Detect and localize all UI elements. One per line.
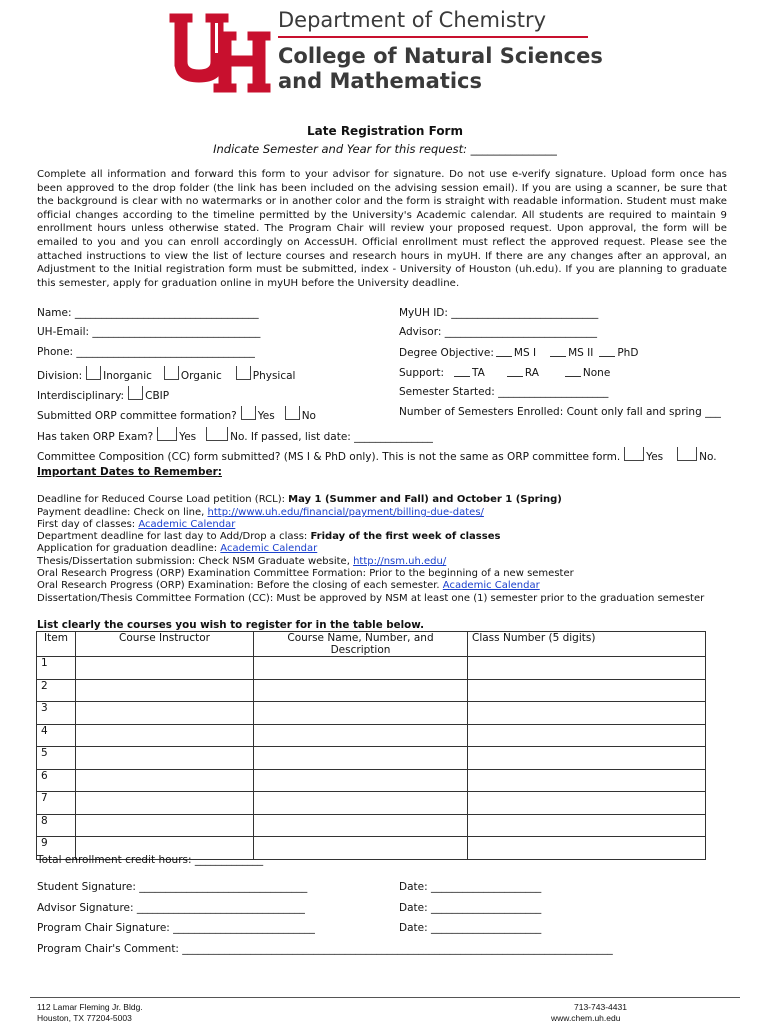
course-name-cell[interactable] (254, 769, 468, 792)
class-number-cell[interactable] (468, 702, 706, 725)
courses-table (36, 631, 706, 860)
class-number-cell[interactable] (468, 792, 706, 815)
organic-label: Organic (180, 370, 222, 382)
class-number-cell[interactable] (468, 679, 706, 702)
orp-formation-deadline: Oral Research Progress (ORP) Examination Committee Formation: Prior to the beginning of a new semester (37, 568, 574, 579)
item-number: 4 (37, 724, 76, 747)
none-label: None (582, 367, 611, 379)
department-name: Department of Chemistry (278, 8, 547, 32)
orp-exam-no-label[interactable]: No. If passed, list date: _______________ (230, 431, 433, 443)
ta-checkbox[interactable] (454, 366, 470, 377)
class-number-cell[interactable] (468, 814, 706, 837)
col-instructor: Course Instructor (76, 632, 254, 657)
courses-instruction: List clearly the courses you wish to register for in the table below. (37, 619, 425, 631)
academic-calendar-link-3[interactable]: Academic Calendar (442, 580, 540, 591)
orp-formation-label: Submitted ORP committee formation? (37, 410, 237, 422)
orp-formation-row (37, 406, 316, 422)
item-number: 9 (37, 837, 76, 860)
division-label: Division: (37, 370, 83, 382)
course-name-cell[interactable] (254, 724, 468, 747)
instructor-cell[interactable] (76, 657, 254, 680)
phd-label: PhD (617, 347, 639, 359)
chair-signature-field[interactable]: Program Chair Signature: ___________________________ (37, 922, 315, 934)
footer-address-line1: 112 Lamar Fleming Jr. Bldg. (37, 1002, 143, 1012)
ta-label: TA (472, 367, 485, 379)
orp-exam-no-checkbox[interactable] (206, 427, 228, 441)
cc-no-label: No. (699, 451, 717, 463)
item-number: 3 (37, 702, 76, 725)
class-number-cell[interactable] (468, 724, 706, 747)
cbip-label: CBIP (145, 390, 170, 402)
course-name-cell[interactable] (254, 814, 468, 837)
orp-exam-deadline: Oral Research Progress (ORP) Examination: Before the closing of each semester. Academic Calendar (37, 580, 540, 591)
footer-phone: 713-743-4431 (574, 1002, 627, 1012)
table-row[interactable] (37, 792, 706, 815)
academic-calendar-link[interactable]: Academic Calendar (138, 519, 236, 530)
academic-calendar-link-2[interactable]: Academic Calendar (220, 543, 318, 554)
student-signature-field[interactable]: Student Signature: ________________________________ (37, 881, 308, 893)
orp-exam-label: Has taken ORP Exam? (37, 431, 154, 443)
degree-objective-row (399, 346, 638, 359)
cc-no-checkbox[interactable] (677, 447, 697, 461)
cc-submitted-label: Committee Composition (CC) form submitted? (MS I & PhD only). This is not the same as ORP committee form. (37, 451, 621, 463)
course-name-cell[interactable] (254, 657, 468, 680)
support-label: Support: (399, 367, 445, 379)
advisor-signature-field[interactable]: Advisor Signature: ________________________________ (37, 902, 305, 914)
class-number-cell[interactable] (468, 769, 706, 792)
chair-comment-field[interactable]: Program Chair's Comment: __________________________________________________________________________________ (37, 943, 613, 955)
orp-formation-yes-label: Yes (257, 410, 275, 422)
thesis-submission: Thesis/Dissertation submission: Check NSM Graduate website, http://nsm.uh.edu/ (37, 556, 447, 567)
header-divider (278, 36, 588, 38)
add-drop-deadline: Department deadline for last day to Add/Drop a class: Friday of the first week of classes (37, 531, 501, 542)
phone-field[interactable]: Phone: __________________________________ (37, 346, 255, 358)
semesters-enrolled-field[interactable]: Number of Semesters Enrolled: Count only fall and spring ___ (399, 406, 721, 418)
table-row[interactable] (37, 724, 706, 747)
footer-website: www.chem.uh.edu (551, 1013, 621, 1023)
table-row[interactable] (37, 747, 706, 770)
payment-deadline: Payment deadline: Check on line, http://www.uh.edu/financial/payment/billing-due-dates/ (37, 507, 484, 518)
item-number: 8 (37, 814, 76, 837)
division-row (37, 366, 295, 382)
uh-logo (168, 10, 272, 94)
instructor-cell[interactable] (76, 747, 254, 770)
degree-objective-label: Degree Objective: (399, 347, 494, 359)
orp-exam-row (37, 427, 433, 443)
course-name-cell[interactable] (254, 792, 468, 815)
instructions-text: Complete all information and forward this form to your advisor for signature. Do not use e-verify signature. Upload form once has been approved to the drop folder (the link has been included on the advising session email). If you are using a scanner, be sure that the background is clear with no watermarks or in another color and the form is straight with readable information. Student must make official changes according to the timeline permitted by the University's Academic calendar. All students are required to maintain 9 enrollment hours unless otherwise stated. The Program Chair will review your proposed request. Upon approval, the form will be emailed to you and you can enroll accordingly on AccessUH. Official enrollment must reflect the approved request. Please see the attached instructions to view the list of lecture courses and research hours in myUH. If there are any changes after an approval, an Adjustment to the Initial registration form must be submitted, index - University of Houston (uh.edu). If you are planning to graduate this semester, apply for graduation online in myUH before the University deadline. (37, 169, 727, 289)
first-day-classes: First day of classes: Academic Calendar (37, 519, 236, 530)
ms1-label: MS I (513, 347, 537, 359)
semester-started-field[interactable]: Semester Started: _____________________ (399, 386, 609, 398)
col-class-number: Class Number (5 digits) (468, 632, 706, 657)
ms2-checkbox[interactable] (550, 346, 566, 357)
cc-yes-label: Yes (646, 451, 664, 463)
important-dates-heading: Important Dates to Remember: (37, 466, 222, 478)
table-header-row (37, 632, 706, 657)
ra-label: RA (524, 367, 539, 379)
cc-submitted-row (37, 447, 717, 463)
college-name-line1: College of Natural Sciences (278, 44, 603, 68)
ra-checkbox[interactable] (507, 366, 523, 377)
chair-date-field[interactable]: Date: _____________________ (399, 922, 542, 934)
instructor-cell[interactable] (76, 679, 254, 702)
cbip-checkbox[interactable] (128, 386, 143, 400)
course-name-cell[interactable] (254, 679, 468, 702)
interdisciplinary-label: Interdisciplinary: (37, 390, 125, 402)
course-name-cell[interactable] (254, 702, 468, 725)
graduation-deadline: Application for graduation deadline: Academic Calendar (37, 543, 318, 554)
ms2-label: MS II (568, 347, 594, 359)
footer-divider (30, 997, 740, 998)
item-number: 7 (37, 792, 76, 815)
phd-checkbox[interactable] (599, 346, 615, 357)
college-name-line2: and Mathematics (278, 69, 483, 93)
class-number-cell[interactable] (468, 747, 706, 770)
total-credit-hours-field[interactable]: Total enrollment credit hours: _____________ (37, 854, 264, 866)
semester-year-field[interactable]: Indicate Semester and Year for this request: _______________ (213, 142, 557, 156)
orp-exam-yes-checkbox[interactable] (157, 427, 177, 441)
course-name-cell[interactable] (254, 747, 468, 770)
item-number: 2 (37, 679, 76, 702)
advisor-field[interactable]: Advisor: _____________________________ (399, 326, 597, 338)
myuh-id-field[interactable]: MyUH ID: ____________________________ (399, 307, 599, 319)
table-row[interactable] (37, 657, 706, 680)
cc-deadline: Dissertation/Thesis Committee Formation (CC): Must be approved by NSM at least one (1) semester prior to the graduation semester (37, 593, 705, 604)
orp-exam-yes-label: Yes (179, 431, 197, 443)
interdisciplinary-row (37, 386, 169, 402)
advisor-date-field[interactable]: Date: _____________________ (399, 902, 542, 914)
rcl-deadline: Deadline for Reduced Course Load petition (RCL): May 1 (Summer and Fall) and October 1 (Spring) (37, 494, 562, 505)
table-row[interactable] (37, 814, 706, 837)
nsm-link[interactable]: http://nsm.uh.edu/ (353, 556, 447, 567)
instructor-cell[interactable] (76, 702, 254, 725)
table-row[interactable] (37, 702, 706, 725)
instructor-cell[interactable] (76, 724, 254, 747)
inorganic-checkbox[interactable] (86, 366, 101, 380)
physical-label: Physical (252, 370, 296, 382)
instructor-cell[interactable] (76, 792, 254, 815)
orp-formation-no-label: No (301, 410, 316, 422)
col-course-name: Course Name, Number, and Description (254, 632, 468, 657)
physical-checkbox[interactable] (236, 366, 251, 380)
orp-formation-no-checkbox[interactable] (285, 406, 300, 420)
footer-address-line2: Houston, TX 77204-5003 (37, 1013, 132, 1023)
cc-yes-checkbox[interactable] (624, 447, 644, 461)
form-title: Late Registration Form (307, 124, 463, 138)
class-number-cell[interactable] (468, 657, 706, 680)
payment-link[interactable]: http://www.uh.edu/financial/payment/billing-due-dates/ (207, 507, 484, 518)
item-number: 1 (37, 657, 76, 680)
student-date-field[interactable]: Date: _____________________ (399, 881, 542, 893)
col-item: Item (37, 632, 76, 657)
none-checkbox[interactable] (565, 366, 581, 377)
table-row[interactable] (37, 769, 706, 792)
table-row[interactable] (37, 679, 706, 702)
class-number-cell[interactable] (468, 837, 706, 860)
name-field[interactable]: Name: ___________________________________ (37, 307, 259, 319)
inorganic-label: Inorganic (103, 370, 152, 382)
instructor-cell[interactable] (76, 814, 254, 837)
orp-formation-yes-checkbox[interactable] (241, 406, 256, 420)
support-row (399, 366, 610, 379)
uh-email-field[interactable]: UH-Email: ________________________________ (37, 326, 261, 338)
ms1-checkbox[interactable] (496, 346, 512, 357)
item-number: 5 (37, 747, 76, 770)
course-name-cell[interactable] (254, 837, 468, 860)
item-number: 6 (37, 769, 76, 792)
instructor-cell[interactable] (76, 769, 254, 792)
organic-checkbox[interactable] (164, 366, 179, 380)
